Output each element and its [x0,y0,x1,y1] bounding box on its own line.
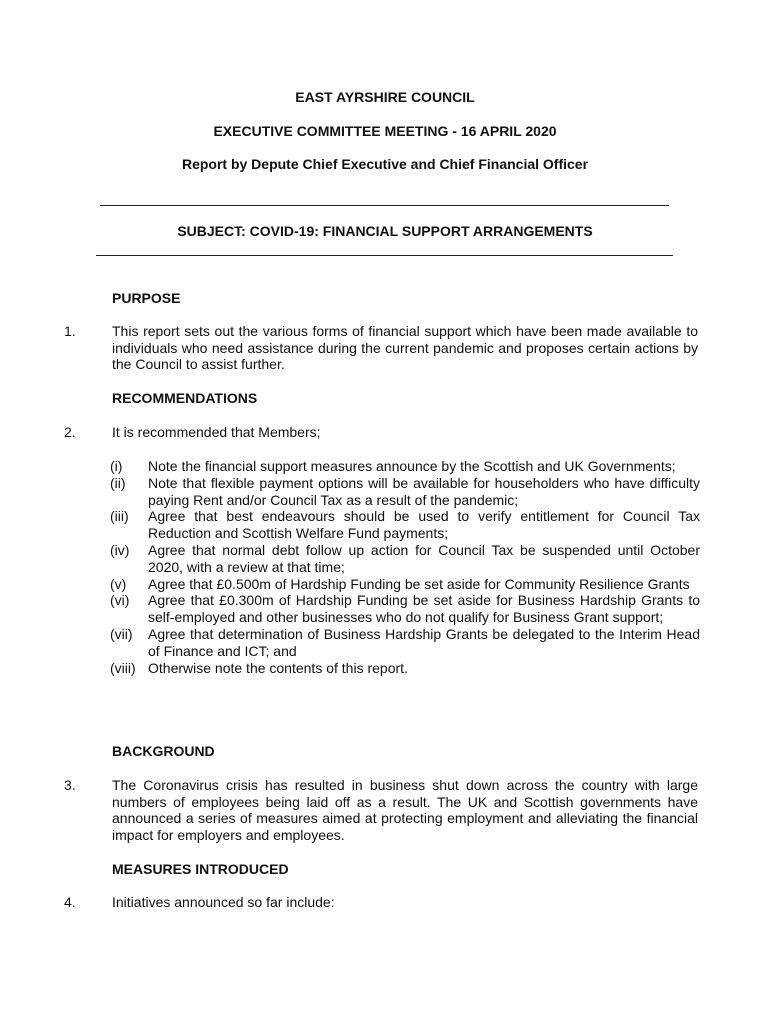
list-item-numeral: (vii) [110,625,133,642]
report-by: Report by Depute Chief Executive and Chief Financial Officer [181,156,589,172]
list-item [112,576,700,593]
list-item [112,542,700,576]
measures-heading: MEASURES INTRODUCED [112,861,289,877]
paragraph-number-2: 2. [64,424,76,440]
list-item [112,660,700,677]
list-item-text: Agree that £0.500m of Hardship Funding be set aside for Community Resilience Grants [148,575,690,592]
list-item-text: Agree that £0.300m of Hardship Funding be set aside for Business Hardship Grants to self-employed and other businesses who do not qualify for Business Grant support; [148,592,700,626]
background-heading: BACKGROUND [112,743,215,759]
list-item-text: Otherwise note the contents of this report. [148,659,408,676]
list-item-numeral: (i) [110,458,123,474]
measures-intro: Initiatives announced so far include: [112,894,335,910]
paragraph-number-3: 3. [64,777,76,793]
list-item [112,458,700,475]
paragraph-number-1: 1. [64,323,76,339]
council-name: EAST AYRSHIRE COUNCIL [295,89,475,105]
list-item-text: Note that flexible payment options will be available for householders who have difficulty paying Rent and/or Council Tax as a result of the pandemic; [148,474,700,508]
list-item-numeral: (iii) [110,508,129,525]
background-text: The Coronavirus crisis has resulted in business shut down across the country with large numbers of employees being laid off as a result. The UK and Scottish governments have announced a series of measures aimed at protecting employment and alleviating the financial impact for employers and employees. [112,777,698,843]
recommendations-intro: It is recommended that Members; [112,424,321,440]
recommendations-heading: RECOMMENDATIONS [112,390,258,406]
list-item-numeral: (iv) [110,541,130,558]
purpose-heading: PURPOSE [112,290,181,306]
purpose-text: This report sets out the various forms of financial support which have been made available to individuals who need assistance during the current pandemic and proposes certain actions by the Council to assist further. [112,323,698,372]
divider-top [100,205,669,206]
list-item [112,508,700,542]
recommendations-list [112,458,700,676]
list-item-text: Agree that best endeavours should be used to verify entitlement for Council Tax Reduction and Scottish Welfare Fund payments; [148,508,700,542]
subject-line: SUBJECT: COVID-19: FINANCIAL SUPPORT ARRANGEMENTS [177,223,593,239]
list-item-numeral: (vi) [110,592,130,609]
list-item-numeral: (viii) [110,659,136,676]
list-item-text: Note the financial support measures announce by the Scottish and UK Governments; [148,458,676,474]
list-item [112,626,700,660]
divider-bottom [96,255,673,256]
list-item-numeral: (v) [110,575,127,592]
list-item [112,475,700,509]
paragraph-number-4: 4. [64,894,76,910]
list-item-text: Agree that determination of Business Hardship Grants be delegated to the Interim Head of Finance and ICT; and [148,625,700,659]
list-item-text: Agree that normal debt follow up action for Council Tax be suspended until October 2020, with a review at that time; [148,541,700,575]
meeting-title: EXECUTIVE COMMITTEE MEETING - 16 APRIL 2020 [213,123,557,139]
list-item-numeral: (ii) [110,474,126,491]
list-item [112,592,700,626]
